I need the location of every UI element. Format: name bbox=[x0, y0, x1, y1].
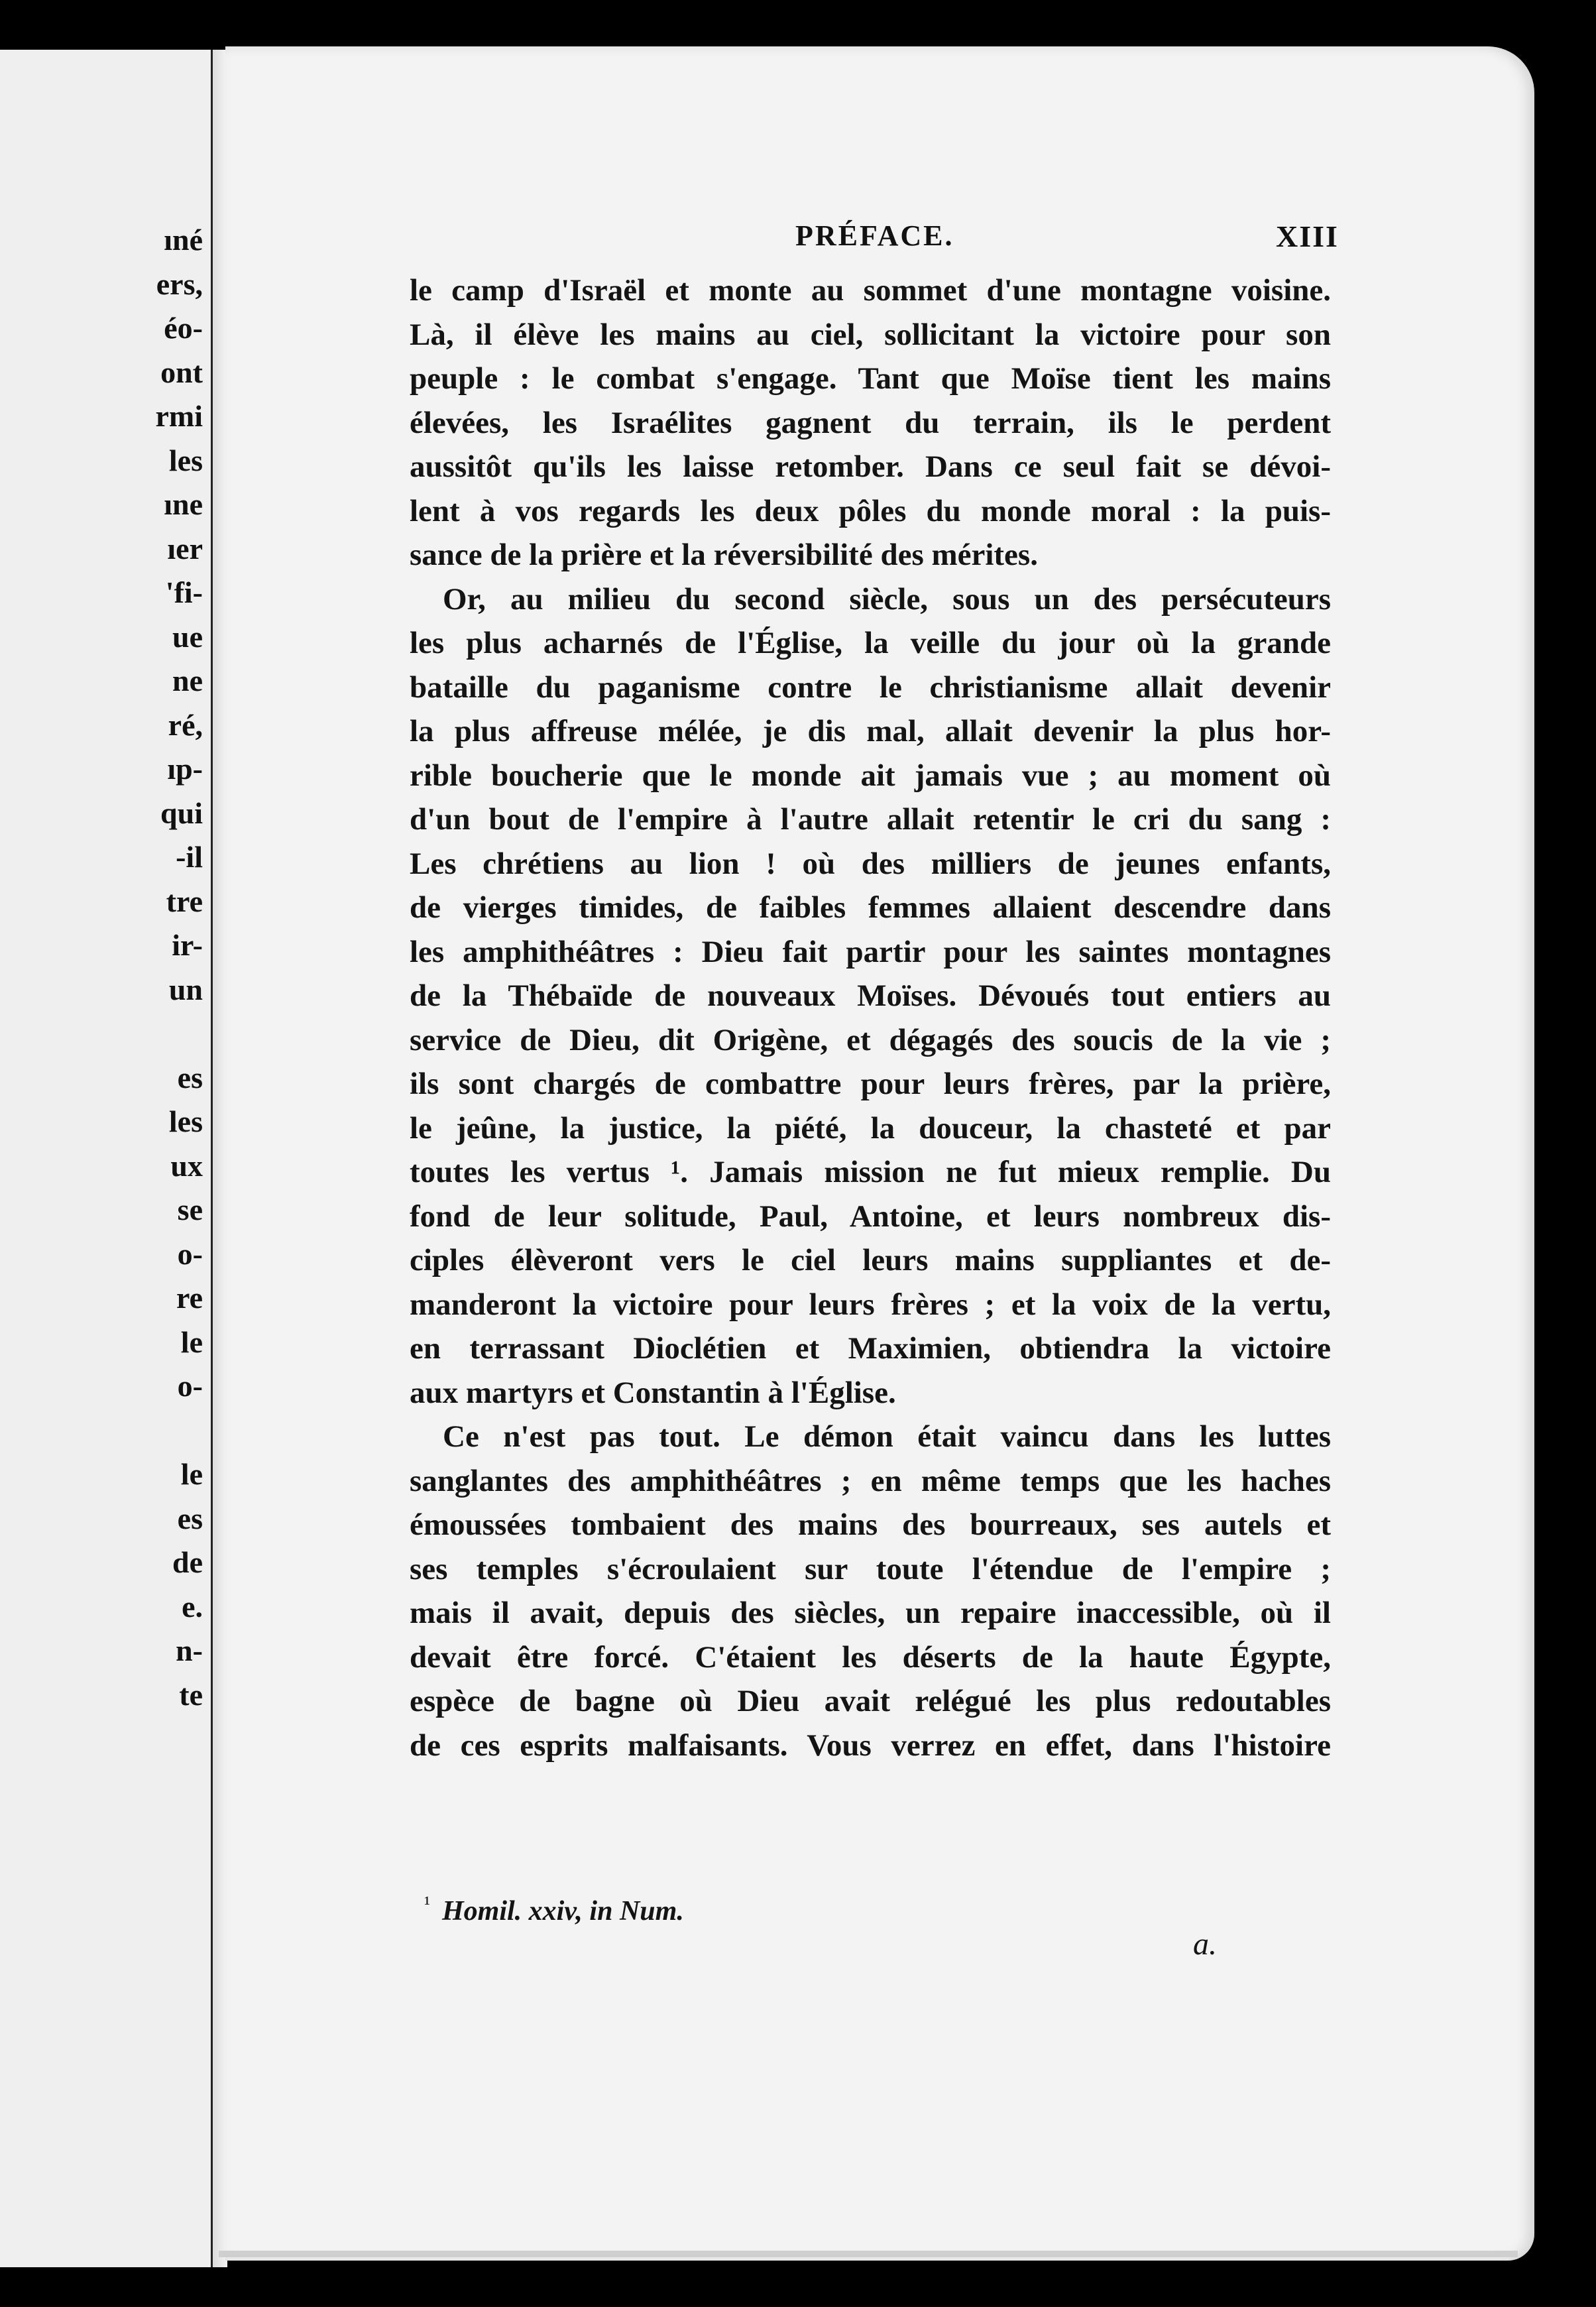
left-page-fragment: de bbox=[172, 1545, 203, 1579]
left-page-fragment: ue bbox=[172, 619, 203, 654]
left-page-fragment: éo- bbox=[164, 311, 203, 345]
text-line: rible boucherie que le monde ait jamais vue ; au moment où bbox=[410, 758, 1331, 793]
left-page-fragment: -il bbox=[176, 840, 203, 874]
footnote bbox=[424, 1893, 684, 1927]
left-page-fragment: un bbox=[168, 972, 203, 1006]
text-line: Les chrétiens au lion ! où des milliers de jeunes enfants, bbox=[410, 846, 1331, 881]
text-line: devait être forcé. C'étaient les déserts de la haute Égypte, bbox=[410, 1639, 1331, 1675]
left-page-fragment: le bbox=[180, 1457, 203, 1491]
left-page-fragment: e. bbox=[182, 1589, 203, 1624]
running-head bbox=[225, 219, 1534, 272]
left-page-fragment: ir- bbox=[172, 928, 203, 962]
page-number: XIII bbox=[1276, 219, 1339, 253]
left-page-fragment: es bbox=[177, 1060, 203, 1094]
left-page-fragment: ıné bbox=[164, 223, 203, 257]
left-page-fragment: rmi bbox=[155, 399, 203, 433]
text-line: manderont la victoire pour leurs frères ; et la voix de la vertu, bbox=[410, 1287, 1331, 1322]
text-line: lent à vos regards les deux pôles du monde moral : la puis- bbox=[410, 493, 1331, 528]
text-line: bataille du paganisme contre le christianisme allait devenir bbox=[410, 670, 1331, 705]
text-line: ils sont chargés de combattre pour leurs frères, par la prière, bbox=[410, 1067, 1331, 1101]
text-line: émoussées tombaient des mains des bourreaux, ses autels et bbox=[410, 1508, 1331, 1542]
text-line: de vierges timides, de faibles femmes allaient descendre dans bbox=[410, 890, 1331, 925]
text-line: le jeûne, la justice, la piété, la douceur, la chasteté et par bbox=[410, 1110, 1331, 1146]
left-page-fragment: ne bbox=[172, 664, 203, 697]
left-page-fragment: ers, bbox=[156, 266, 203, 301]
left-facing-page bbox=[0, 50, 211, 2267]
left-page-fragment: re bbox=[176, 1281, 203, 1315]
text-line: ciples élèveront vers le ciel leurs mains suppliantes et de- bbox=[410, 1243, 1331, 1277]
text-line: mais il avait, depuis des siècles, un repaire inaccessible, où il bbox=[410, 1596, 1331, 1630]
text-line: les plus acharnés de l'Église, la veille du jour où la grande bbox=[410, 626, 1331, 660]
running-title: PRÉFACE. bbox=[795, 219, 954, 252]
footnote-mark: ¹ bbox=[424, 1893, 430, 1915]
left-page-fragment: les bbox=[168, 443, 203, 477]
text-line: d'un bout de l'empire à l'autre allait retentir le cri du sang : bbox=[410, 802, 1331, 837]
text-line: de la Thébaïde de nouveaux Moïses. Dévoués tout entiers au bbox=[410, 978, 1331, 1013]
left-page-fragment: o- bbox=[177, 1236, 203, 1271]
text-line: la plus affreuse mélée, je dis mal, allait devenir la plus hor- bbox=[410, 714, 1331, 748]
left-page-fragment: les bbox=[168, 1104, 203, 1138]
text-line: les amphithéâtres : Dieu fait partir pour les saintes montagnes bbox=[410, 934, 1331, 969]
text-line: aussitôt qu'ils les laisse retomber. Dans ce seul fait se dévoi- bbox=[410, 449, 1331, 484]
left-page-fragment: qui bbox=[160, 796, 203, 830]
text-line: Là, il élève les mains au ciel, sollicitant la victoire pour son bbox=[410, 317, 1331, 352]
left-page-fragment: 'fi- bbox=[165, 575, 203, 609]
left-page-fragment: ux bbox=[170, 1148, 203, 1183]
body-text bbox=[410, 268, 1331, 1767]
text-line: le camp d'Israël et monte au sommet d'une montagne voisine. bbox=[410, 273, 1331, 308]
text-line: sanglantes des amphithéâtres ; en même temps que les haches bbox=[410, 1463, 1331, 1498]
left-page-fragment: ıp- bbox=[167, 752, 203, 786]
text-line: toutes les vertus ¹. Jamais mission ne fut mieux remplie. Du bbox=[410, 1155, 1331, 1189]
left-page-fragment: ıer bbox=[167, 531, 203, 565]
signature-mark: a. bbox=[1193, 1926, 1217, 1962]
text-line: service de Dieu, dit Origène, et dégagés des soucis de la vie ; bbox=[410, 1022, 1331, 1057]
text-line: aux martyrs et Constantin à l'Église. bbox=[410, 1375, 896, 1410]
left-page-fragment: o- bbox=[177, 1369, 203, 1403]
left-page-fragment: le bbox=[180, 1325, 203, 1359]
page-bottom-edge bbox=[219, 2251, 1518, 2257]
left-page-fragment: ont bbox=[160, 355, 203, 389]
text-line: sance de la prière et la réversibilité des mérites. bbox=[410, 538, 1038, 572]
text-line: peuple : le combat s'engage. Tant que Moïse tient les mains bbox=[410, 361, 1331, 396]
left-page-fragment: n- bbox=[176, 1633, 203, 1667]
left-page-fragment: te bbox=[179, 1677, 203, 1712]
left-page-fragment: ré, bbox=[168, 707, 203, 742]
left-page-fragment: es bbox=[177, 1501, 203, 1535]
text-line: espèce de bagne où Dieu avait relégué les plus redoutables bbox=[410, 1684, 1331, 1718]
text-line: fond de leur solitude, Paul, Antoine, et leurs nombreux dis- bbox=[410, 1199, 1331, 1234]
text-line: élevées, les Israélites gagnent du terrain, ils le perdent bbox=[410, 405, 1331, 440]
footnote-text: Homil. xxiv, in Num. bbox=[442, 1896, 684, 1926]
left-page-fragment: tre bbox=[166, 884, 203, 918]
text-line: Or, au milieu du second siècle, sous un des persécuteurs bbox=[443, 581, 1331, 617]
left-page-fragment: ıne bbox=[164, 487, 203, 521]
text-line: ses temples s'écroulaient sur toute l'étendue de l'empire ; bbox=[410, 1551, 1331, 1586]
text-line: en terrassant Dioclétien et Maximien, obtiendra la victoire bbox=[410, 1331, 1331, 1366]
main-page bbox=[225, 46, 1534, 2261]
left-page-fragment: se bbox=[177, 1193, 203, 1226]
text-line: Ce n'est pas tout. Le démon était vaincu dans les luttes bbox=[443, 1419, 1331, 1454]
text-line: de ces esprits malfaisants. Vous verrez en effet, dans l'histoire bbox=[410, 1728, 1331, 1763]
